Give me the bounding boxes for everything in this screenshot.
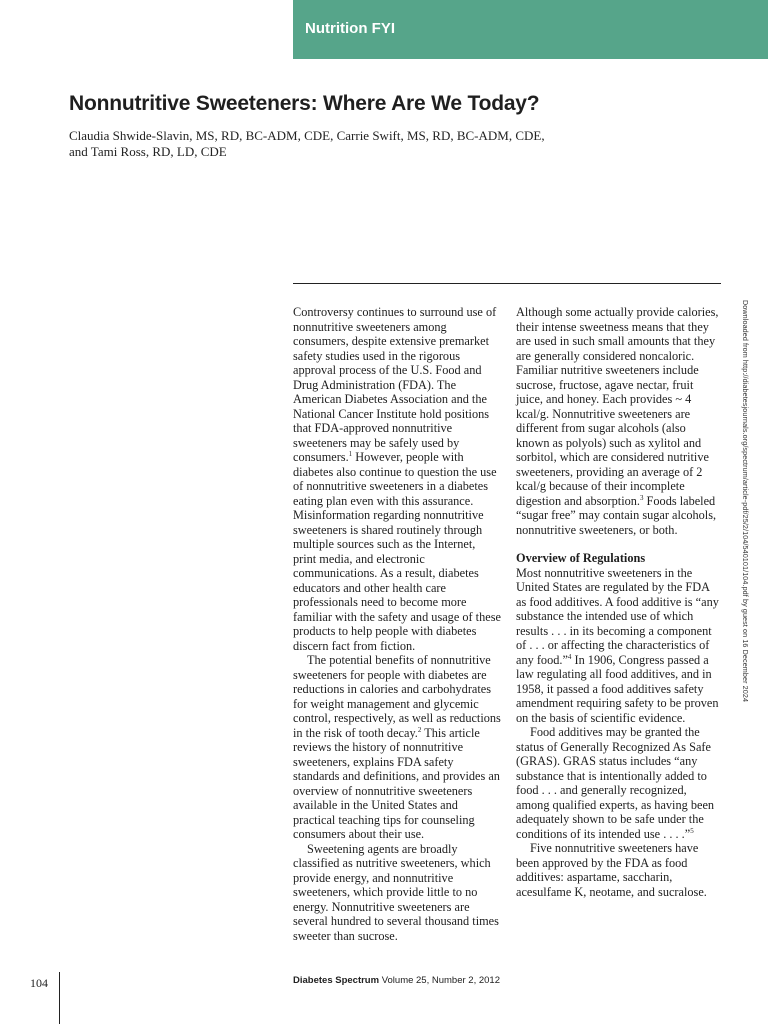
section-tab [293,0,768,59]
section-heading: Overview of Regulations [516,551,646,565]
footer-rule [59,972,60,1024]
paragraph [293,653,501,842]
body-column-2 [516,305,722,899]
paragraph-text: In 1906, Congress passed a law regulating all food additives, and in 1958, it passed a food additives safety amendment requiring safety to be proven on the basis of scientific evidence. [516,652,719,725]
page-number: 104 [30,976,48,990]
journal-footer [293,975,500,986]
paragraph: Five nonnutritive sweeteners have been approved by the FDA as food additives: aspartame, saccharin, acesulfame K, neotame, and sucralose. [516,841,707,899]
reference-mark: 1 [348,449,353,458]
paragraph: Sweetening agents are broadly classified as nutritive sweeteners, which provide energy, and nonnutritive sweeteners, which provide little to no energy. Nonnutritive sweeteners are several hundred to several thousand times sweeter than sucrose. [293,841,499,943]
download-note: Downloaded from http://diabetesjournals.org/spectrum/article-pdf/25/2/104/540101/104.pdf by guest on 16 December 2024 [741,300,750,703]
paragraph [516,566,722,726]
authors-line-2: and Tami Ross, RD, LD, CDE [69,144,227,159]
paragraph-text: Although some actually provide calories, their intense sweetness means that they are used in such small amounts that they are generally considered noncaloric. Familiar nutritive sweeteners include sucrose, fructose, agave nectar, fruit juice, and honey. Each provides ~ 4 kcal/g. Nonnutritive sweeteners are different from sugar alcohols (also known as polyols) such as xylitol and sorbitol, which are considered nutritive sweeteners, providing an average of 2 kcal/g because of their incomplete digestion and absorption. [516,305,719,508]
paragraph-text: This article reviews the history of nonnutritive sweeteners, explains FDA safety standards and definitions, and provides an overview of nonnutritive sweeteners available in the United States and practical teaching tips for counseling consumers about their use. [293,725,500,841]
reference-mark: 4 [567,652,572,661]
paragraph-text: Foods labeled “sugar free” may contain sugar alcohols, nonnutritive sweeteners, or both. [516,493,717,537]
paragraph [293,305,501,653]
article-title: Nonnutritive Sweeteners: Where Are We Today? [69,92,540,115]
paragraph [516,725,722,841]
reference-mark: 5 [690,826,694,835]
paragraph-text: However, people with diabetes also continue to question the use of nonnutritive sweeteners in a diabetes eating plan even with this assurance. Misinformation regarding nonnutritive sweeteners is shared routinely through multiple sources such as the Internet, print media, and electronic communications. As a result, diabetes educators and other health care professionals need to become more familiar with the safety and usage of these products to help people with diabetes discern fact from fiction. [293,450,501,653]
reference-mark: 2 [417,725,422,734]
paragraph-text: Food additives may be granted the status of Generally Recognized As Safe (GRAS). GRAS status includes “any substance that is intentionally added to food . . . and generally recognized, among qualified experts, as having been adequately shown to be safe under the conditions of its intended use . . . .” [516,725,715,841]
paragraph-text: Controversy continues to surround use of nonnutritive sweeteners among consumers, despite extensive premarket safety studies used in the rigorous approval process of the U.S. Food and Drug Administration (FDA). The American Diabetes Association and the National Cancer Institute hold positions that FDA-approved nonnutritive sweeteners may be safely used by consumers. [293,305,497,464]
author-list [69,128,669,160]
journal-issue: Volume 25, Number 2, 2012 [379,975,500,986]
paragraph [516,305,722,537]
journal-name: Diabetes Spectrum [293,975,380,986]
header-rule [293,283,721,284]
section-label: Nutrition FYI [305,20,395,37]
body-column-1 [293,305,501,943]
paragraph-text: The potential benefits of nonnutritive sweeteners for people with diabetes are reductions in calories and carbohydrates for weight management and glycemic control, respectively, as well as reductions in the risk of tooth decay. [293,653,501,740]
authors-line-1: Claudia Shwide-Slavin, MS, RD, BC-ADM, CDE, Carrie Swift, MS, RD, BC-ADM, CDE, [69,128,545,143]
reference-mark: 3 [639,493,644,502]
paragraph-text: Most nonnutritive sweeteners in the United States are regulated by the FDA as food additives. A food additive is “any substance the intended use of which results . . . in its becoming a component of . . . or affecting the characteristics of any food.” [516,565,719,667]
